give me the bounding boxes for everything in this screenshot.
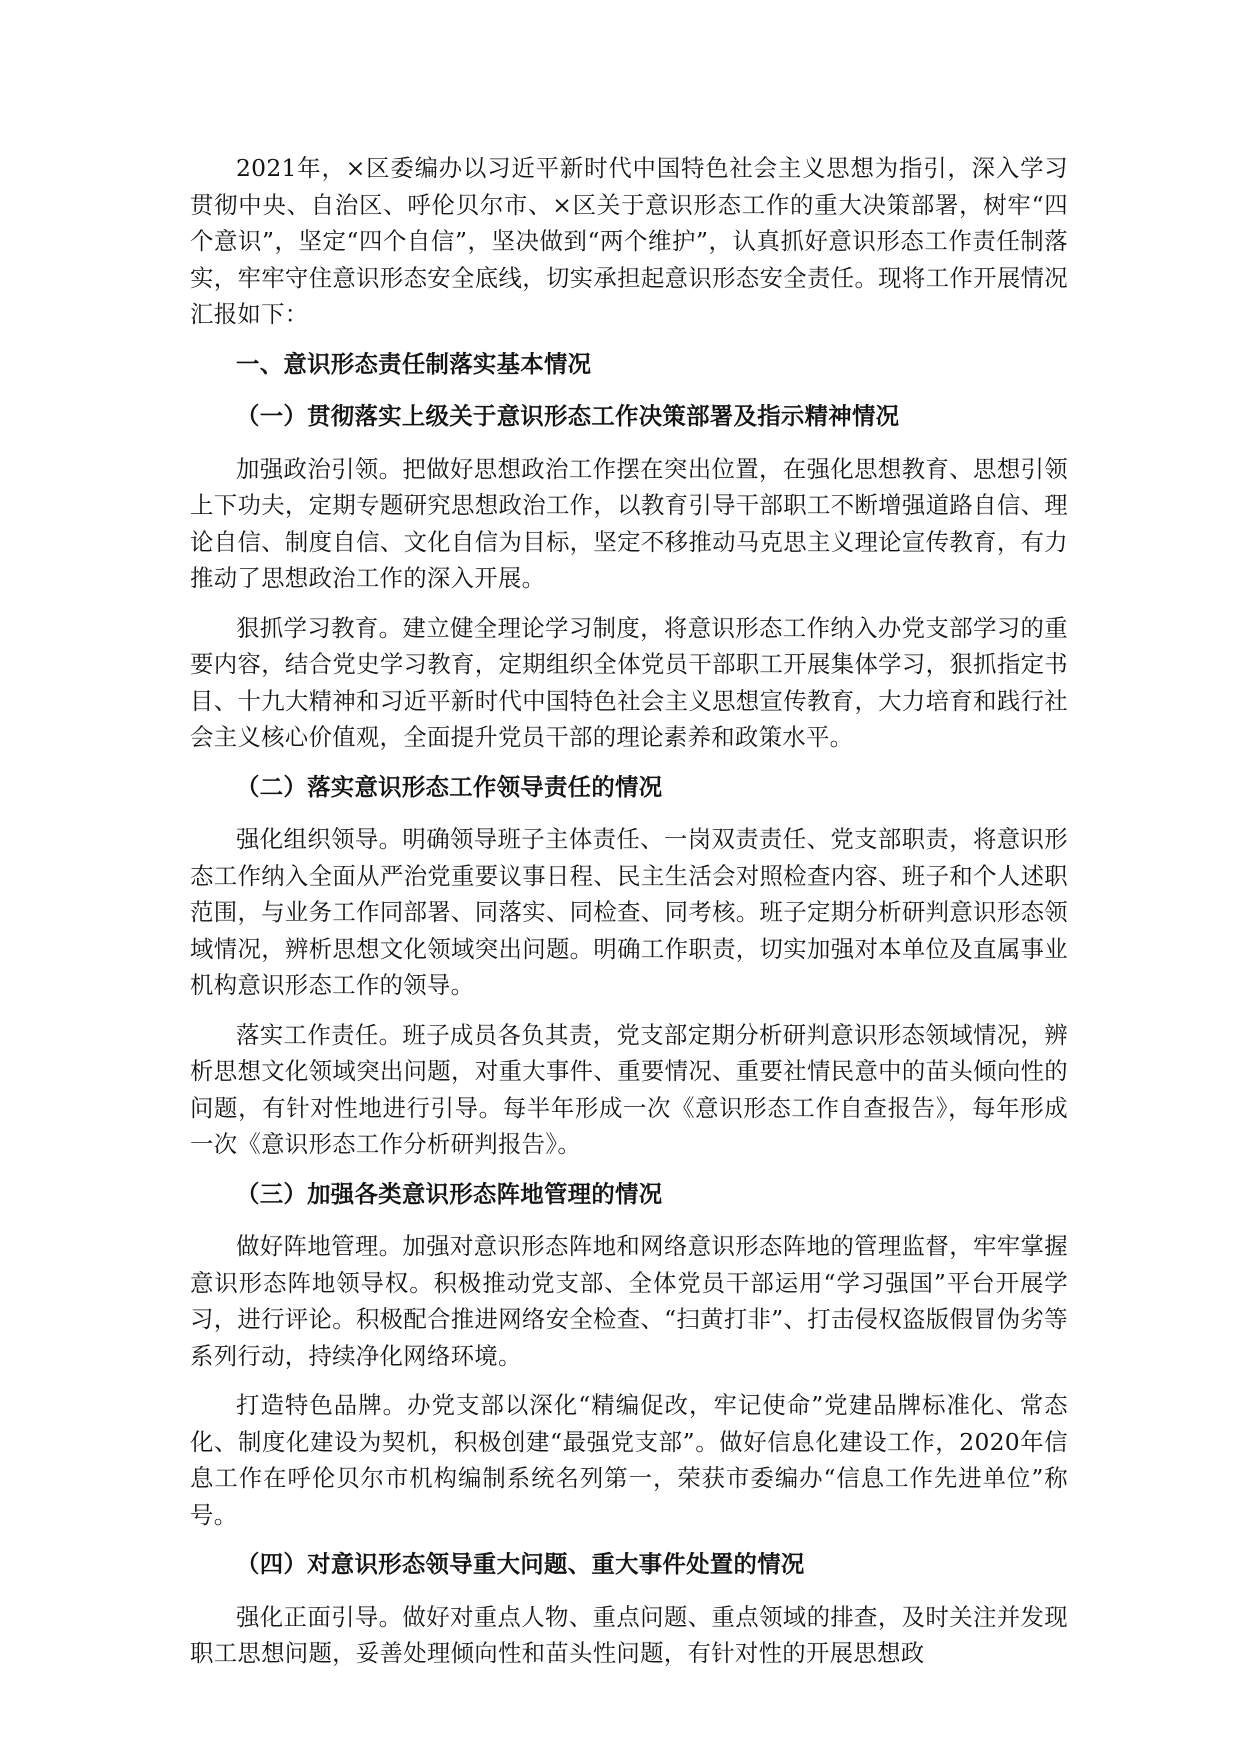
subsection-1-heading: （一）贯彻落实上级关于意识形态工作决策部署及指示精神情况 bbox=[236, 402, 900, 430]
subsection-1-paragraph-1: 加强政治引领。把做好思想政治工作摆在突出位置，在强化思想教育、思想引领上下功夫，定期专题研究思想政治工作，以教育引导干部职工不断增强道路自信、理论自信、制度自信、文化自信为目标，坚定不移推动马克思主义理论宣传教育，有力推动了思想政治工作的深入开展。 bbox=[190, 454, 1068, 592]
section-1-heading: 一、意识形态责任制落实基本情况 bbox=[236, 349, 592, 378]
subsection-2-paragraph-2: 落实工作责任。班子成员各负其责，党支部定期分析研判意识形态领域情况，辨析思想文化领域突出问题，对重大事件、重要情况、重要社情民意中的苗头倾向性的问题，有针对性地进行引导。每半年形成一次《意识形态工作自查报告》，每年形成一次《意识形态工作分析研判报告》。 bbox=[190, 1020, 1068, 1158]
subsection-4-paragraph-1: 强化正面引导。做好对重点人物、重点问题、重点领域的排查，及时关注并发现职工思想问题，妥善处理倾向性和苗头性问题，有针对性的开展思想政 bbox=[190, 1602, 1068, 1667]
subsection-3-paragraph-1: 做好阵地管理。加强对意识形态阵地和网络意识形态阵地的管理监督，牢牢掌握意识形态阵地领导权。积极推动党支部、全体党员干部运用“学习强国”平台开展学习，进行评论。积极配合推进网络安全检查、“扫黄打非”、打击侵权盗版假冒伪劣等系列行动，持续净化网络环境。 bbox=[190, 1232, 1068, 1370]
subsection-3-paragraph-2: 打造特色品牌。办党支部以深化“精编促改，牢记使命”党建品牌标准化、常态化、制度化建设为契机，积极创建“最强党支部”。做好信息化建设工作，2020年信息工作在呼伦贝尔市机构编制系统名列第一，荣获市委编办“信息工作先进单位”称号。 bbox=[190, 1391, 1068, 1529]
subsection-3-heading: （三）加强各类意识形态阵地管理的情况 bbox=[236, 1179, 663, 1208]
intro-paragraph: 2021年，×区委编办以习近平新时代中国特色社会主义思想为指引，深入学习贯彻中央、自治区、呼伦贝尔市、×区关于意识形态工作的重大决策部署，树牢“四个意识”，坚定“四个自信”，坚决做到“两个维护”，认真抓好意识形态工作责任制落实，牢牢守住意识形态安全底线，切实承担起意识形态安全责任。现将工作开展情况汇报如下： bbox=[190, 154, 1068, 328]
document-page bbox=[190, 150, 1068, 1685]
subsection-4-heading: （四）对意识形态领导重大问题、重大事件处置的情况 bbox=[236, 1550, 805, 1578]
subsection-2-paragraph-1: 强化组织领导。明确领导班子主体责任、一岗双责责任、党支部职责，将意识形态工作纳入全面从严治党重要议事日程、民主生活会对照检查内容、班子和个人述职范围，与业务工作同部署、同落实、同检查、同考核。班子定期分析研判意识形态领域情况，辨析思想文化领域突出问题。明确工作职责，切实加强对本单位及直属事业机构意识形态工作的领导。 bbox=[190, 825, 1068, 999]
subsection-2-heading: （二）落实意识形态工作领导责任的情况 bbox=[236, 772, 663, 801]
subsection-1-paragraph-2: 狠抓学习教育。建立健全理论学习制度，将意识形态工作纳入办党支部学习的重要内容，结合党史学习教育，定期组织全体党员干部职工开展集体学习，狠抓指定书目、十九大精神和习近平新时代中国特色社会主义思想宣传教育，大力培育和践行社会主义核心价值观，全面提升党员干部的理论素养和政策水平。 bbox=[190, 613, 1068, 751]
